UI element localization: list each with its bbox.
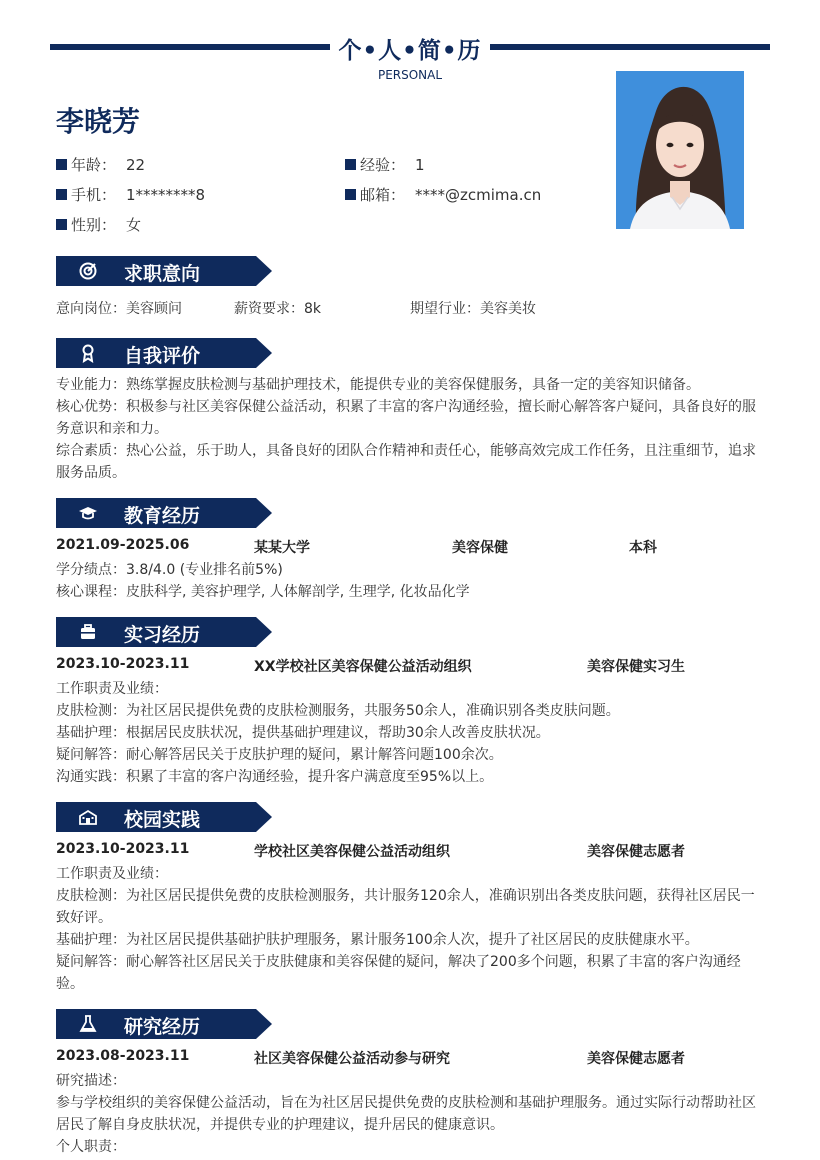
research-details — [56, 1070, 768, 1158]
section-title: 自我评价 — [124, 345, 201, 367]
research-line: 研究描述： — [56, 1073, 126, 1089]
research-line: 参与学校组织的美容保健公益活动，旨在为社区居民提供免费的皮肤检测和基础护理服务。通过实际行动帮助社区居民了解自身皮肤状况，并提供专业的护理建议，提升居民的健康意识。 — [56, 1095, 756, 1133]
campus-line: 皮肤检测：为社区居民提供免费的皮肤检测服务，共计服务120余人，准确识别出各类皮肤问题，获得社区居民一致好评。 — [56, 888, 755, 926]
bullet-square-icon — [56, 189, 67, 200]
research-date: 2023.08-2023.11 — [56, 1048, 190, 1064]
bullet-square-icon — [56, 219, 67, 230]
info-value: ****@zcmima.cn — [415, 185, 542, 204]
education-degree: 本科 — [629, 540, 657, 556]
section-title: 求职意向 — [124, 263, 201, 285]
bullet-square-icon — [345, 189, 356, 200]
section-title: 校园实践 — [124, 809, 201, 831]
education-line: 核心课程：皮肤科学, 美容护理学, 人体解剖学, 生理学, 化妆品化学 — [56, 584, 470, 600]
info-label: 手机： — [71, 186, 117, 204]
info-gender — [56, 214, 141, 235]
internship-line: 工作职责及业绩： — [56, 681, 168, 697]
section-header-intent — [56, 256, 272, 286]
document-title: 个•人•简•历 — [338, 38, 482, 64]
info-age — [56, 154, 145, 175]
header-rule-right — [490, 44, 770, 50]
internship-role: 美容保健实习生 — [587, 659, 685, 675]
internship-line: 皮肤检测：为社区居民提供免费的皮肤检测服务，共服务50余人，准确识别各类皮肤问题。 — [56, 703, 620, 719]
profile-photo — [616, 71, 744, 229]
education-school: 某某大学 — [254, 540, 310, 556]
graduation-cap-icon — [78, 503, 98, 523]
education-line: 学分绩点：3.8/4.0 (专业排名前5%) — [56, 562, 283, 578]
research-org: 社区美容保健公益活动参与研究 — [254, 1051, 450, 1067]
bullet-square-icon — [56, 159, 67, 170]
school-building-icon — [78, 807, 98, 827]
campus-line: 疑问解答：耐心解答社区居民关于皮肤健康和美容保健的疑问，解决了200多个问题，积累了丰富的客户沟通经验。 — [56, 954, 741, 992]
info-value: 1********8 — [126, 185, 206, 204]
section-header-education — [56, 498, 272, 528]
campus-line: 工作职责及业绩： — [56, 866, 168, 882]
info-value: 1 — [415, 155, 425, 174]
internship-details — [56, 678, 768, 788]
education-details — [56, 559, 768, 603]
education-date: 2021.09-2025.06 — [56, 537, 190, 553]
info-label: 邮箱： — [360, 186, 406, 204]
research-line: 个人职责： — [56, 1139, 126, 1155]
bullet-square-icon — [345, 159, 356, 170]
intent-industry: 期望行业：美容美妆 — [410, 301, 536, 317]
info-value: 22 — [126, 155, 146, 174]
intent-salary: 薪资要求：8k — [234, 301, 322, 317]
campus-date: 2023.10-2023.11 — [56, 841, 190, 857]
self-evaluation — [56, 374, 768, 484]
intent-position: 意向岗位：美容顾问 — [56, 301, 182, 317]
info-value: 女 — [126, 216, 142, 234]
section-title: 实习经历 — [124, 624, 201, 646]
section-header-research — [56, 1009, 272, 1039]
campus-details — [56, 863, 768, 995]
education-major: 美容保健 — [452, 540, 508, 556]
internship-line: 沟通实践：积累了丰富的客户沟通经验，提升客户满意度至95%以上。 — [56, 769, 494, 785]
section-header-self — [56, 338, 272, 368]
section-title: 研究经历 — [124, 1016, 201, 1038]
flask-icon — [78, 1014, 98, 1034]
info-label: 性别： — [71, 216, 117, 234]
info-label: 年龄： — [71, 156, 117, 174]
internship-date: 2023.10-2023.11 — [56, 656, 190, 672]
header-rule-left — [50, 44, 330, 50]
candidate-name: 李晓芳 — [56, 105, 141, 138]
briefcase-icon — [78, 622, 98, 642]
section-header-internship — [56, 617, 272, 647]
info-experience — [345, 154, 425, 175]
internship-line: 疑问解答：耐心解答居民关于皮肤护理的疑问，累计解答问题100余次。 — [56, 747, 503, 763]
self-line: 核心优势：积极参与社区美容保健公益活动，积累了丰富的客户沟通经验，擅长耐心解答客户疑问，具备良好的服务意识和亲和力。 — [56, 399, 756, 437]
info-label: 经验： — [360, 156, 406, 174]
target-icon — [78, 261, 98, 281]
research-role: 美容保健志愿者 — [587, 1051, 685, 1067]
internship-org: XX学校社区美容保健公益活动组织 — [254, 659, 472, 675]
section-title: 教育经历 — [124, 505, 201, 527]
self-line: 综合素质：热心公益，乐于助人，具备良好的团队合作精神和责任心，能够高效完成工作任务，且注重细节，追求服务品质。 — [56, 443, 756, 481]
info-email — [345, 184, 541, 205]
info-phone — [56, 184, 205, 205]
campus-role: 美容保健志愿者 — [587, 844, 685, 860]
internship-line: 基础护理：根据居民皮肤状况，提供基础护理建议，帮助30余人改善皮肤状况。 — [56, 725, 550, 741]
self-line: 专业能力：熟练掌握皮肤检测与基础护理技术，能提供专业的美容保健服务，具备一定的美容知识储备。 — [56, 377, 700, 393]
section-header-campus — [56, 802, 272, 832]
award-icon — [78, 343, 98, 363]
campus-line: 基础护理：为社区居民提供基础护肤护理服务，累计服务100余人次，提升了社区居民的皮肤健康水平。 — [56, 932, 699, 948]
campus-org: 学校社区美容保健公益活动组织 — [254, 844, 450, 860]
document-subtitle: PERSONAL — [377, 68, 443, 82]
